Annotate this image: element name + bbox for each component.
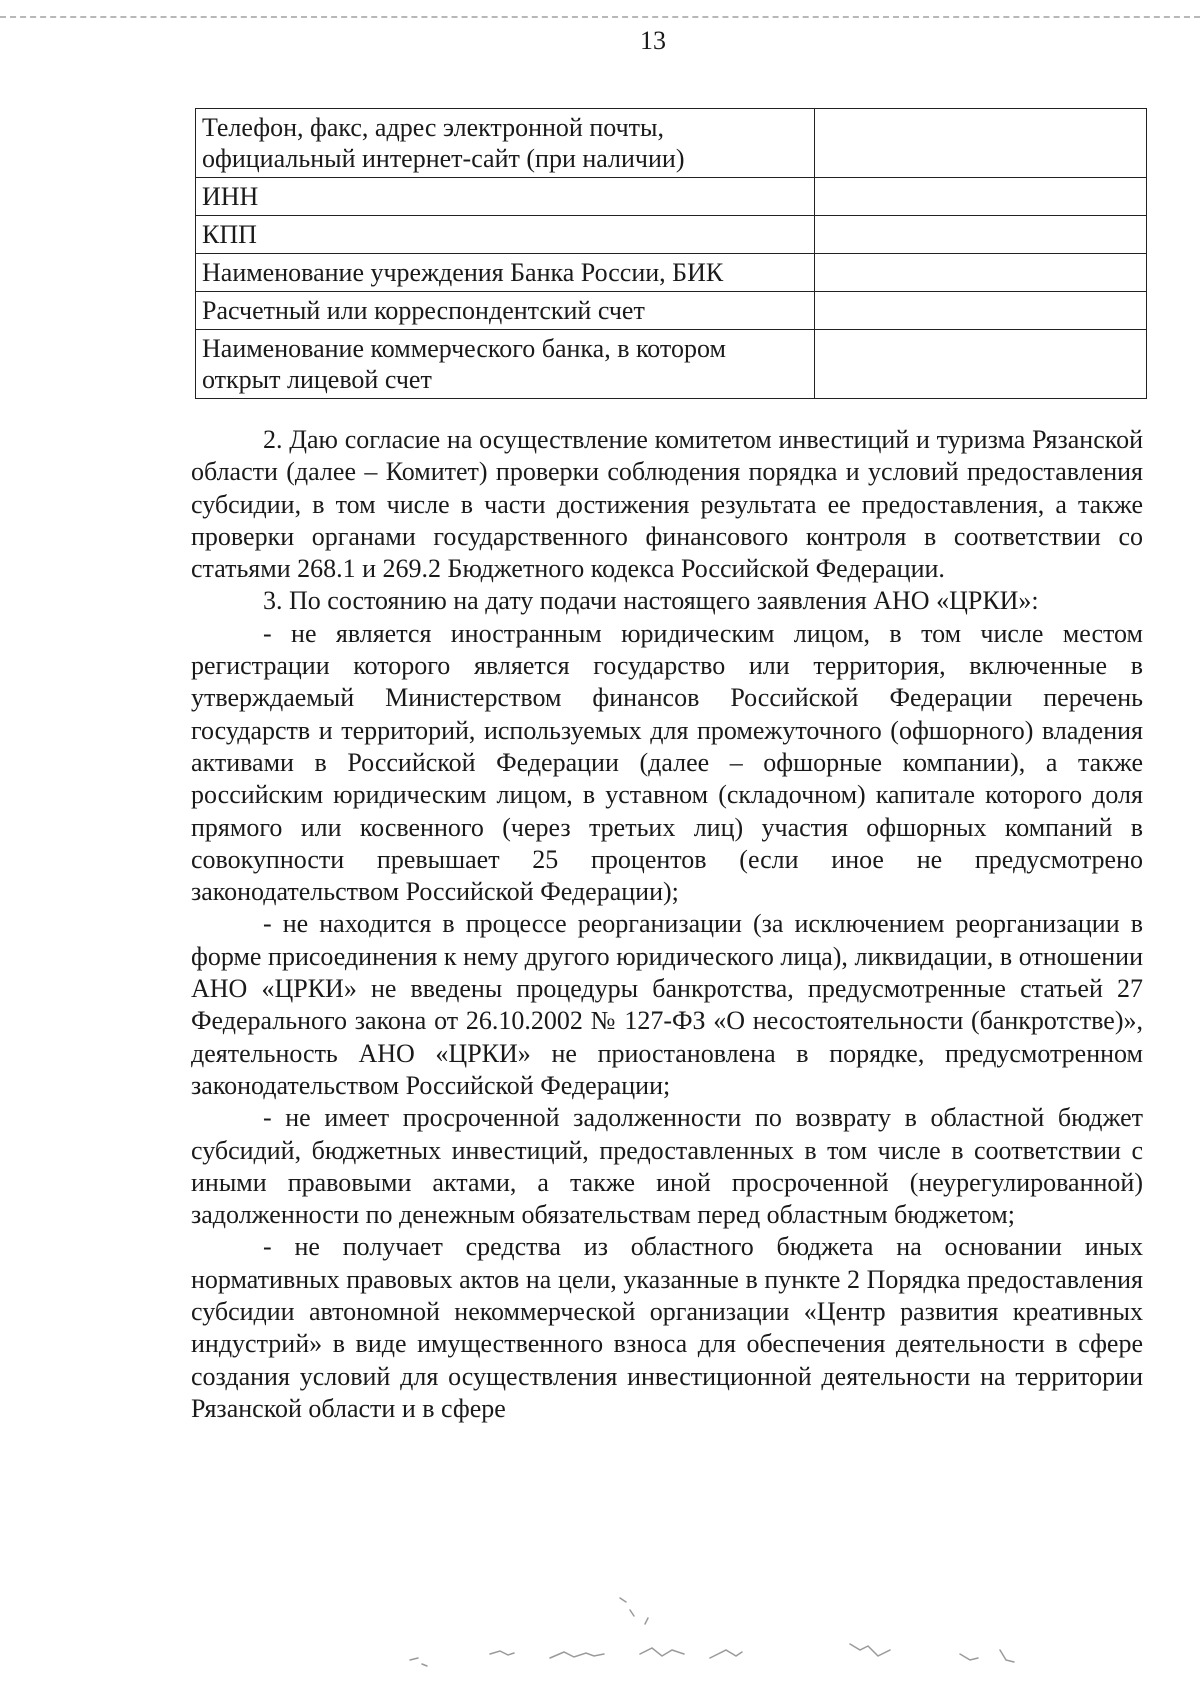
row-label-account: Расчетный или корреспондентский счет	[196, 292, 815, 330]
page-number: 13	[640, 26, 666, 55]
document-body	[191, 424, 1143, 1425]
paragraph-status-intro: 3. По состоянию на дату подачи настоящего заявления АНО «ЦРКИ»:	[263, 586, 1039, 616]
paragraph-no-other-funds: - не получает средства из областного бюджета на основании иных нормативных правовых актов на цели, указанные в пункте 2 Порядка предоставления субсидии автономной некоммерческой организации «Центр развития креативных индустрий» в виде имущественного взноса для обеспечения деятельности в сфере создания условий для осуществления инвестиционной деятельности на территории Рязанской области и в сфере	[191, 1232, 1143, 1423]
row-value-bank-bik	[815, 254, 1147, 292]
faded-stamp-marks	[380, 1588, 1140, 1678]
row-value-inn	[815, 178, 1147, 216]
table-row	[196, 254, 1147, 292]
row-value-account	[815, 292, 1147, 330]
table-row	[196, 330, 1147, 399]
scan-edge-line	[0, 16, 1200, 18]
table-row	[196, 216, 1147, 254]
row-label-kpp: КПП	[196, 216, 815, 254]
table-row	[196, 109, 1147, 178]
paragraph-not-foreign: - не является иностранным юридическим лицом, в том числе местом регистрации которого является государство или территория, включенные в утверждаемый Министерством финансов Российской Федерации перечень государств и территорий, используемых для промежуточного (офшорного) владения активами в Российской Федерации (далее – офшорные компании), а также российским юридическим лицом, в уставном (складочном) капитале которого доля прямого или косвенного (через третьих лиц) участия офшорных компаний в совокупности превышает 25 процентов (если иное не предусмотрено законодательством Российской Федерации);	[191, 618, 1143, 907]
paragraph-no-debt: - не имеет просроченной задолженности по возврату в областной бюджет субсидий, бюджетных инвестиций, предоставленных в том числе в соответствии с иными правовыми актами, а также иной просроченной (неурегулированной) задолженности по денежным обязательствам перед областным бюджетом;	[191, 1103, 1143, 1230]
table-row	[196, 292, 1147, 330]
paragraph-consent: 2. Даю согласие на осуществление комитетом инвестиций и туризма Рязанской области (далее – Комитет) проверки соблюдения порядка и условий предоставления субсидии, в том числе в части достижения результата ее предоставления, а также проверки органами государственного финансового контроля в соответствии со статьями 268.1 и 269.2 Бюджетного кодекса Российской Федерации.	[191, 425, 1143, 584]
row-label-bank-bik: Наименование учреждения Банка России, БИК	[196, 254, 815, 292]
table-row	[196, 178, 1147, 216]
row-label-inn: ИНН	[196, 178, 815, 216]
paragraph-not-reorganizing: - не находится в процессе реорганизации (за исключением реорганизации в форме присоединения к нему другого юридического лица), ликвидации, в отношении АНО «ЦРКИ» не введены процедуры банкротства, предусмотренные статьей 27 Федерального закона от 26.10.2002 № 127-ФЗ «О несостоятельности (банкротстве)», деятельность АНО «ЦРКИ» не приостановлена в порядке, предусмотренном законодательством Российской Федерации;	[191, 909, 1143, 1100]
row-value-contacts	[815, 109, 1147, 178]
row-value-commercial-bank	[815, 330, 1147, 399]
requisites-table	[195, 108, 1147, 399]
row-label-contacts: Телефон, факс, адрес электронной почты, официальный интернет-сайт (при наличии)	[196, 109, 815, 178]
row-value-kpp	[815, 216, 1147, 254]
row-label-commercial-bank: Наименование коммерческого банка, в котором открыт лицевой счет	[196, 330, 815, 399]
